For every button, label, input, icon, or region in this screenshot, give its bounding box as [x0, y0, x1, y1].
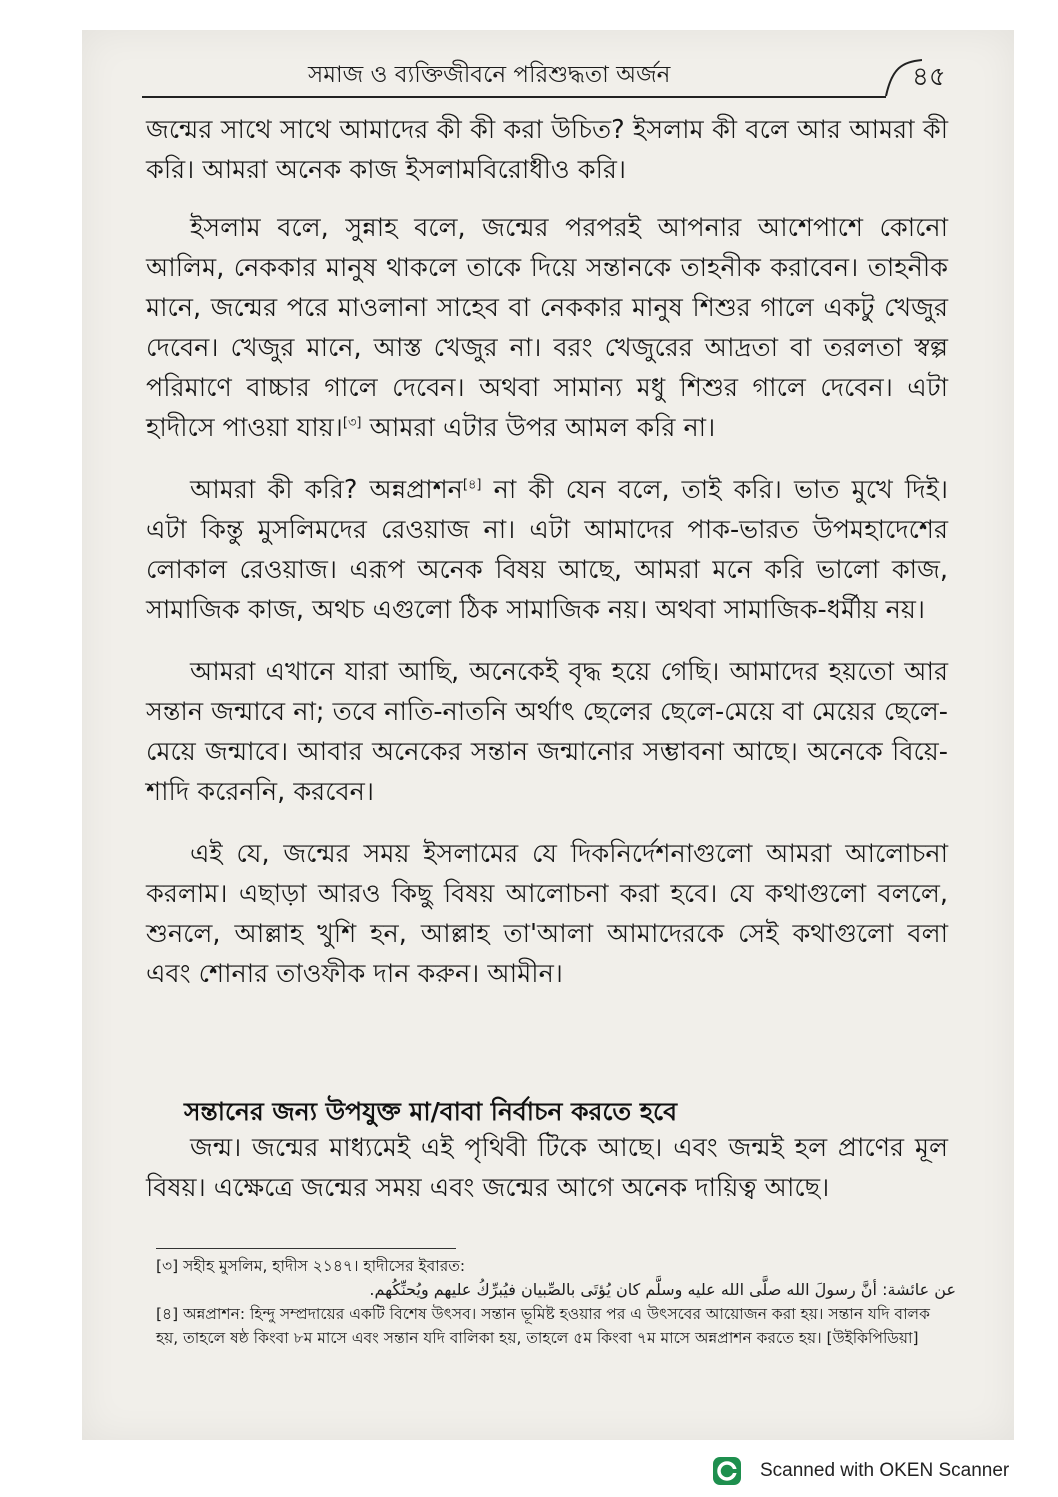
footnote-3	[156, 1254, 956, 1278]
footnote-rule	[156, 1248, 456, 1249]
header-rule	[142, 96, 886, 98]
paragraph-5: এই যে, জন্মের সময় ইসলামের যে দিকনির্দেশনাগুলো আমরা আলোচনা করলাম। এছাড়া আরও কিছু বিষয় আলোচনা করা হবে। যে কথাগুলো বললে, শুনলে, আল্লাহ খুশি হন, আল্লাহ তা'আলা আমাদেরকে সেই কথাগুলো বলা এবং শোনার তাওফীক দান করুন। আমীন।	[146, 839, 948, 989]
footnote-4	[156, 1302, 956, 1350]
footnote-3-arabic: عن عائشة: أنَّ رسولَ الله صلَّى الله عليه وسلَّم كان يُؤتَى بالصِّبيان فيُبرِّكُ عليهم ويُحنِّكُهم.	[369, 1280, 956, 1299]
footnote-ref-3[interactable]: [৩]	[342, 415, 362, 431]
main-text	[146, 110, 948, 1016]
page-number: ৪৫	[912, 62, 946, 92]
scanner-label: Scanned with OKEN Scanner	[760, 1460, 1010, 1481]
paragraph-2	[146, 208, 948, 448]
paragraph-4: আমরা এখানে যারা আছি, অনেকেই বৃদ্ধ হয়ে গেছি। আমাদের হয়তো আর সন্তান জন্মাবে না; তবে নাতি-নাতনি অর্থাৎ ছেলের ছেলে-মেয়ে বা মেয়ের ছেলে-মেয়ে জন্মাবে। আবার অনেকের সন্তান জন্মানোর সম্ভাবনা আছে। অনেকে বিয়ে-শাদি করেননি, করবেন।	[146, 657, 948, 807]
footnote-3-text: সহীহ মুসলিম, হাদীস ২১৪৭। হাদীসের ইবারত:	[183, 1257, 466, 1275]
scanner-watermark	[712, 1456, 1009, 1486]
paragraph-1: জন্মের সাথে সাথে আমাদের কী কী করা উচিত? ইসলাম কী বলে আর আমরা কী করি। আমরা অনেক কাজ ইসলামবিরোধীও করি।	[146, 115, 948, 185]
paragraph-3-lead: আমরা কী করি? অন্নপ্রাশন	[190, 475, 463, 505]
paragraph-3	[146, 470, 948, 630]
running-header: সমাজ ও ব্যক্তিজীবনে পরিশুদ্ধতা অর্জন	[308, 62, 671, 88]
paragraph-2-text: ইসলাম বলে, সুন্নাহ বলে, জন্মের পরপরই আপনার আশেপাশে কোনো আলিম, নেককার মানুষ থাকলে তাকে দিয়ে সন্তানকে তাহনীক করাবেন। তাহনীক মানে, জন্মের পরে মাওলানা সাহেব বা নেককার মানুষ শিশুর গালে একটু খেজুর দেবেন। খেজুর মানে, আস্ত খেজুর না। বরং খেজুরের আদ্রতা বা তরলতা স্বল্প পরিমাণে বাচ্চার গালে দেবেন। অথবা সামান্য মধু শিশুর গালে দেবেন। এটা হাদীসে পাওয়া যায়।	[146, 213, 948, 443]
section-body: জন্ম। জন্মের মাধ্যমেই এই পৃথিবী টিকে আছে। এবং জন্মই হল প্রাণের মূল বিষয়। এক্ষেত্রে জন্মের সময় এবং জন্মের আগে অনেক দায়িত্ব আছে।	[146, 1133, 948, 1203]
paragraph-3-text: না কী যেন বলে, তাই করি। ভাত মুখে দিই। এটা কিন্তু মুসলিমদের রেওয়াজ না। এটা আমাদের পাক-ভারত উপমহাদেশের লোকাল রেওয়াজ। এরূপ অনেক বিষয় আছে, আমরা মনে করি ভালো কাজ, সামাজিক কাজ, অথচ এগুলো ঠিক সামাজিক নয়। অথবা সামাজিক-ধর্মীয় নয়।	[146, 475, 948, 625]
section-heading: সন্তানের জন্য উপযুক্ত মা/বাবা নির্বাচন করতে হবে	[184, 1097, 677, 1126]
footnote-4-text: অন্নপ্রাশন: হিন্দু সম্প্রদায়ের একটি বিশেষ উৎসব। সন্তান ভূমিষ্ট হওয়ার পর এ উৎসবের আয়োজন করা হয়। সন্তান যদি বালক হয়, তাহলে ষষ্ঠ কিংবা ৮ম মাসে এবং সন্তান যদি বালিকা হয়, তাহলে ৫ম কিংবা ৭ম মাসে অন্নপ্রাশন করতে হয়। [উইকিপিডিয়া]	[156, 1305, 930, 1347]
footnote-3-label: [৩]	[156, 1257, 179, 1275]
footnotes	[156, 1254, 956, 1350]
paragraph-2-tail: আমরা এটার উপর আমল করি না।	[369, 413, 716, 443]
oken-logo-icon	[712, 1456, 742, 1486]
footnote-ref-4[interactable]: [৪]	[462, 477, 482, 493]
footnote-4-label: [৪]	[156, 1305, 179, 1323]
book-page	[82, 30, 1014, 1440]
